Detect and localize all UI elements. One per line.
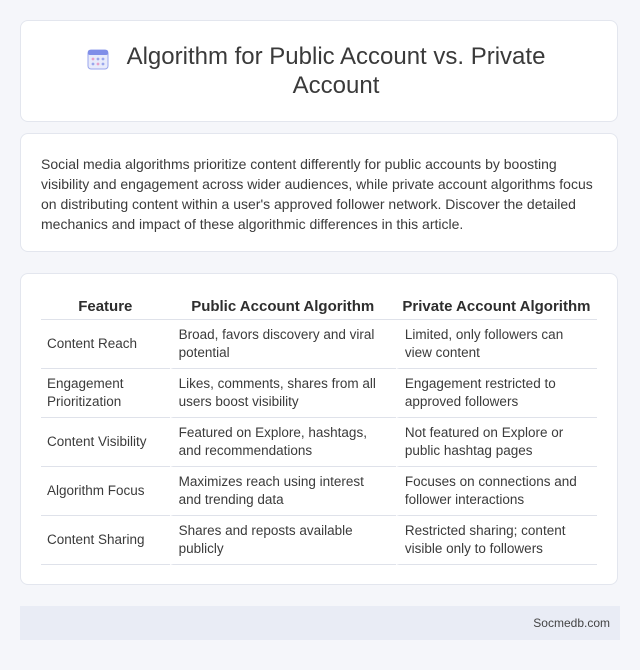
cell-public: Featured on Explore, hashtags, and recommendations xyxy=(170,418,396,467)
cell-feature: Content Sharing xyxy=(41,516,170,565)
cell-feature: Content Visibility xyxy=(41,418,170,467)
table-row xyxy=(41,516,597,565)
table-header-row xyxy=(41,294,597,320)
calendar-icon xyxy=(87,48,109,70)
header-feature: Feature xyxy=(41,294,170,320)
cell-feature: Algorithm Focus xyxy=(41,467,170,516)
comparison-table-card xyxy=(20,273,618,585)
comparison-table xyxy=(41,294,597,565)
title-card xyxy=(20,20,618,122)
table-row xyxy=(41,320,597,369)
cell-public: Likes, comments, shares from all users boost visibility xyxy=(170,369,396,418)
cell-private: Focuses on connections and follower interactions xyxy=(396,467,597,516)
intro-card xyxy=(20,133,618,252)
cell-private: Limited, only followers can view content xyxy=(396,320,597,369)
cell-private: Engagement restricted to approved followers xyxy=(396,369,597,418)
table-row xyxy=(41,418,597,467)
cell-feature: Engagement Prioritization xyxy=(41,369,170,418)
cell-private: Not featured on Explore or public hashtag pages xyxy=(396,418,597,467)
cell-public: Maximizes reach using interest and trending data xyxy=(170,467,396,516)
footer-bar xyxy=(20,606,620,640)
footer-brand-link[interactable]: Socmedb.com xyxy=(533,616,610,630)
header-private: Private Account Algorithm xyxy=(396,294,597,320)
intro-paragraph: Social media algorithms prioritize content differently for public accounts by boosting visibility and engagement across wider audiences, while private account algorithms focus on distributing content within a user's approved follower network. Discover the detailed mechanics and impact of these algorithmic differences in this article. xyxy=(41,156,593,232)
title-wrap xyxy=(79,42,559,100)
cell-public: Shares and reposts available publicly xyxy=(170,516,396,565)
cell-public: Broad, favors discovery and viral potential xyxy=(170,320,396,369)
table-row xyxy=(41,467,597,516)
page-title: Algorithm for Public Account vs. Private Account xyxy=(126,43,546,99)
cell-feature: Content Reach xyxy=(41,320,170,369)
cell-private: Restricted sharing; content visible only to followers xyxy=(396,516,597,565)
header-public: Public Account Algorithm xyxy=(170,294,396,320)
table-row xyxy=(41,369,597,418)
